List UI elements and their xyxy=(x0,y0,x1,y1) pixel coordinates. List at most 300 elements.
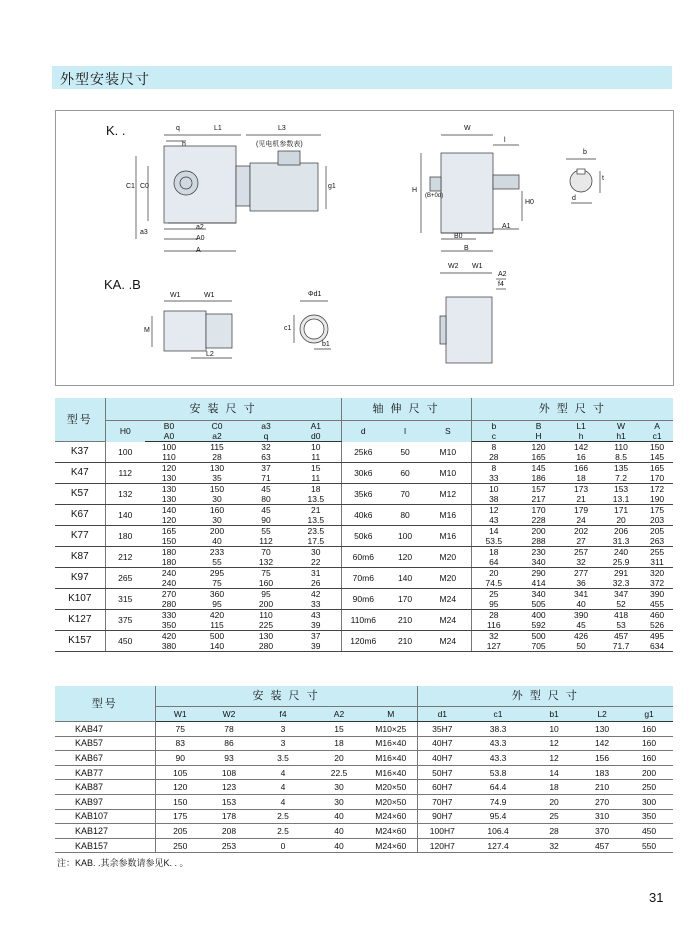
table-cell: 40 xyxy=(561,599,601,610)
table-cell: 14 xyxy=(529,765,579,780)
table-cell: 42 xyxy=(291,589,341,600)
table-cell: 30 xyxy=(193,515,241,526)
table-cell: 4 xyxy=(253,794,313,809)
table-cell: 455 xyxy=(641,599,673,610)
table-cell: 460 xyxy=(649,610,665,620)
table-cell: 26 xyxy=(291,578,341,589)
table-row xyxy=(55,568,673,579)
table-cell: 4 xyxy=(253,780,313,795)
table-cell: 11 xyxy=(291,473,341,484)
table-cell: 341 xyxy=(573,589,589,599)
table-cell: 172 xyxy=(649,484,665,494)
table-cell: 140 xyxy=(105,505,145,526)
table-cell: 253 xyxy=(205,838,253,853)
table-cell: 32 xyxy=(261,442,271,452)
t2-h-b1: b1 xyxy=(529,707,579,722)
table-cell: M12 xyxy=(425,484,471,505)
table-cell: 13.1 xyxy=(601,494,641,505)
table-cell: 228 xyxy=(516,515,561,526)
kab-housing xyxy=(164,311,206,351)
table-cell: 27 xyxy=(561,536,601,547)
dim-h-side: H xyxy=(412,187,418,194)
t2-h-d1: d1 xyxy=(417,707,467,722)
table-cell: 457 xyxy=(613,631,629,641)
table-cell: 420 xyxy=(161,631,177,641)
table-row xyxy=(55,780,673,795)
table-cell: 108 xyxy=(205,765,253,780)
table-row xyxy=(55,442,673,453)
table-cell: 265 xyxy=(105,568,145,589)
table-cell: 37 xyxy=(291,631,341,642)
dim-w2: W2 xyxy=(448,263,459,270)
model-cell: KAB47 xyxy=(55,722,155,737)
table-cell: 71 xyxy=(241,473,291,484)
table-cell: K97 xyxy=(55,568,105,589)
dim-a2-side: A2 xyxy=(498,271,507,278)
table-cell: 203 xyxy=(641,515,673,526)
table-cell: 22.5 xyxy=(313,765,365,780)
table-cell: 40 xyxy=(313,824,365,839)
table-cell: 39 xyxy=(291,641,341,652)
table-cell: 550 xyxy=(625,838,673,853)
table-cell: M24 xyxy=(425,610,471,631)
table-cell: 160 xyxy=(625,751,673,766)
table-cell: 13.5 xyxy=(291,515,341,526)
table-cell: 90m6 xyxy=(341,589,385,610)
table-cell: 295 xyxy=(209,568,225,578)
table-cell: 170 xyxy=(385,589,425,610)
table-cell: 130 xyxy=(161,484,177,494)
table-cell: 127.4 xyxy=(467,838,529,853)
table-cell: 15 xyxy=(291,463,341,474)
table-cell: 40 xyxy=(193,536,241,547)
table-cell: 23.5 xyxy=(291,526,341,537)
table-cell: 170 xyxy=(641,473,673,484)
dim-m: M xyxy=(144,327,150,334)
table-cell: 30 xyxy=(313,780,365,795)
table-cell: 390 xyxy=(649,589,665,599)
table-row xyxy=(55,765,673,780)
table-cell: 30 xyxy=(313,794,365,809)
t2-h-g1: g1 xyxy=(625,707,673,722)
k-dimension-table xyxy=(55,398,673,652)
table-cell: 75 xyxy=(155,722,205,737)
table-cell: M24 xyxy=(425,589,471,610)
table-row xyxy=(55,463,673,474)
table-cell: 145 xyxy=(641,452,673,463)
table-cell: 634 xyxy=(641,641,673,652)
motor-note: (见电机参数表) xyxy=(256,141,303,148)
table-cell: 45 xyxy=(561,620,601,631)
table-cell: 150 xyxy=(649,442,665,452)
table-cell: 12 xyxy=(489,505,499,515)
table-cell: 32 xyxy=(529,838,579,853)
table-cell: M20×50 xyxy=(365,794,417,809)
table-cell: 156 xyxy=(579,751,625,766)
table-cell: 43 xyxy=(471,515,516,526)
table-cell: 350 xyxy=(145,620,193,631)
table-cell: M10×25 xyxy=(365,722,417,737)
dim-d: d xyxy=(572,195,576,202)
table-cell: 418 xyxy=(613,610,629,620)
table-row xyxy=(55,547,673,558)
table-cell: 7.2 xyxy=(601,473,641,484)
table-cell: 78 xyxy=(205,722,253,737)
table-cell: 31.3 xyxy=(601,536,641,547)
table-cell: 100 xyxy=(385,526,425,547)
table-cell: 90H7 xyxy=(417,809,467,824)
table-cell: 12 xyxy=(529,736,579,751)
t1-h-d0: d0 xyxy=(291,431,341,442)
dim-c0: C0 xyxy=(140,183,149,190)
table-cell: 153 xyxy=(613,484,629,494)
table-cell: 426 xyxy=(573,631,589,641)
t1-h-h1: h1 xyxy=(601,431,641,442)
t1-h-bb: B xyxy=(516,421,561,432)
table-cell: 28 xyxy=(529,824,579,839)
table-cell: 290 xyxy=(531,568,546,578)
table-cell: 18 xyxy=(291,484,341,495)
table-cell: 63 xyxy=(241,452,291,463)
table-cell: 457 xyxy=(579,838,625,853)
table-cell: 80 xyxy=(385,505,425,526)
table-cell: 592 xyxy=(516,620,561,631)
table-cell: 53.5 xyxy=(471,536,516,547)
table-row xyxy=(55,484,673,495)
model-cell: KAB107 xyxy=(55,809,155,824)
table-cell: 200 xyxy=(531,526,546,536)
table-cell: 43 xyxy=(291,610,341,621)
table-cell: 70 xyxy=(385,484,425,505)
t1-h-l: l xyxy=(385,421,425,442)
table-cell: 95 xyxy=(471,599,516,610)
table-cell: 60H7 xyxy=(417,780,467,795)
table-cell: 183 xyxy=(579,765,625,780)
table-cell: 32 xyxy=(489,631,499,641)
table-cell: 80 xyxy=(241,494,291,505)
table-cell: 150 xyxy=(145,536,193,547)
table-cell: 11 xyxy=(291,452,341,463)
table-cell: 150 xyxy=(155,794,205,809)
table-cell: 95.4 xyxy=(467,809,529,824)
table-cell: 257 xyxy=(573,547,589,557)
table-cell: 95 xyxy=(193,599,241,610)
table-row xyxy=(55,526,673,537)
table-cell: 53.8 xyxy=(467,765,529,780)
table-cell: 202 xyxy=(573,526,589,536)
table-row xyxy=(55,589,673,600)
table-cell: 3 xyxy=(253,736,313,751)
table-cell: 43.3 xyxy=(467,736,529,751)
table-cell: 153 xyxy=(205,794,253,809)
table-cell: M24 xyxy=(425,631,471,652)
table-cell: 32.3 xyxy=(601,578,641,589)
table-cell: 20 xyxy=(529,794,579,809)
table-cell: 270 xyxy=(579,794,625,809)
table-cell: 180 xyxy=(105,526,145,547)
table-cell: 217 xyxy=(516,494,561,505)
t2-h-f4: f4 xyxy=(253,707,313,722)
table-cell: 160 xyxy=(241,578,291,589)
table-cell: 145 xyxy=(531,463,546,473)
table-cell: M16 xyxy=(425,526,471,547)
dim-a2: a2 xyxy=(196,224,204,231)
table-cell: K87 xyxy=(55,547,105,568)
table-cell: 17.5 xyxy=(291,536,341,547)
dim-b1: b1 xyxy=(322,341,330,348)
table-cell: 380 xyxy=(145,641,193,652)
t2-col-model: 型号 xyxy=(55,686,155,722)
table-cell: 10 xyxy=(489,484,499,494)
t2-h-w2: W2 xyxy=(205,707,253,722)
t2-group-install: 安 装 尺 寸 xyxy=(155,686,417,707)
footnote: 注：KAB. .其余参数请参见K. . 。 xyxy=(57,858,189,868)
table-cell: 190 xyxy=(641,494,673,505)
dim-b-shaft: b xyxy=(583,149,587,156)
k-motor-body xyxy=(250,163,318,211)
table-cell: 175 xyxy=(649,505,665,515)
table-cell: 35 xyxy=(193,473,241,484)
t1-h-a2: a2 xyxy=(193,431,241,442)
t1-h-a1: A1 xyxy=(291,421,341,432)
table-cell: M20×50 xyxy=(365,780,417,795)
table-cell: 10 xyxy=(291,442,341,453)
table-cell: 40 xyxy=(313,809,365,824)
table-cell: 140 xyxy=(385,568,425,589)
label-ka: KA. .B xyxy=(104,277,141,292)
table-cell: 39 xyxy=(291,620,341,631)
t1-body xyxy=(55,442,673,652)
table-cell: 25 xyxy=(489,589,499,599)
table-cell: 18 xyxy=(489,547,499,557)
table-row xyxy=(55,722,673,737)
dim-l: l xyxy=(504,137,506,144)
table-cell: 347 xyxy=(613,589,629,599)
table-cell: M24×60 xyxy=(365,838,417,853)
dim-w1: W1 xyxy=(170,292,181,299)
table-cell: 74.5 xyxy=(471,578,516,589)
table-cell: M16 xyxy=(425,505,471,526)
table-cell: 28 xyxy=(489,610,499,620)
t1-h-b: b xyxy=(471,421,516,432)
kab-dimension-table xyxy=(55,686,673,853)
table-cell: 130 xyxy=(145,494,193,505)
table-cell: 83 xyxy=(155,736,205,751)
table-cell: 450 xyxy=(625,824,673,839)
table-cell: 110 xyxy=(259,610,273,620)
table-cell: 71.7 xyxy=(601,641,641,652)
t1-group-install: 安 装 尺 寸 xyxy=(105,398,341,421)
table-cell: 110 xyxy=(614,442,628,452)
table-cell: 160 xyxy=(209,505,225,515)
table-cell: 500 xyxy=(209,631,225,641)
table-cell: 18 xyxy=(529,780,579,795)
table-cell: 375 xyxy=(105,610,145,631)
table-cell: 132 xyxy=(241,557,291,568)
table-cell: 21 xyxy=(291,505,341,516)
table-cell: K77 xyxy=(55,526,105,547)
table-cell: 12 xyxy=(529,751,579,766)
table-cell: 10 xyxy=(529,722,579,737)
table-cell: 130 xyxy=(258,631,274,641)
table-cell: 360 xyxy=(209,589,225,599)
dim-l2: L2 xyxy=(206,351,214,358)
table-cell: 100 xyxy=(105,442,145,463)
t2-h-w1: W1 xyxy=(155,707,205,722)
table-cell: 22 xyxy=(291,557,341,568)
t2-h-l2: L2 xyxy=(579,707,625,722)
t1-h-b0: B0 xyxy=(145,421,193,432)
table-cell: 50H7 xyxy=(417,765,467,780)
table-cell: 160 xyxy=(625,722,673,737)
table-cell: 86 xyxy=(205,736,253,751)
table-cell: 53 xyxy=(601,620,641,631)
table-cell: 70m6 xyxy=(341,568,385,589)
table-cell: 70 xyxy=(261,547,271,557)
table-cell: 175 xyxy=(155,809,205,824)
table-cell: K67 xyxy=(55,505,105,526)
table-cell: 142 xyxy=(579,736,625,751)
table-cell: 160 xyxy=(625,736,673,751)
table-cell: 40 xyxy=(313,838,365,853)
table-cell: 95 xyxy=(261,589,271,599)
table-cell: 120H7 xyxy=(417,838,467,853)
table-cell: 8 xyxy=(491,442,497,452)
table-cell: M10 xyxy=(425,442,471,463)
table-cell: 206 xyxy=(613,526,629,536)
table-cell: 2.5 xyxy=(253,809,313,824)
table-cell: 500 xyxy=(531,631,546,641)
label-k: K. . xyxy=(106,123,126,138)
dim-t: t xyxy=(602,175,604,182)
table-cell: 180 xyxy=(161,547,177,557)
table-cell: 15 xyxy=(313,722,365,737)
t1-h-q: q xyxy=(241,431,291,442)
table-cell: K37 xyxy=(55,442,105,463)
table-cell: 120 xyxy=(161,463,177,473)
table-cell: 200 xyxy=(209,526,225,536)
table-cell: 180 xyxy=(145,557,193,568)
table-cell: 50k6 xyxy=(341,526,385,547)
table-cell: 210 xyxy=(385,631,425,652)
dim-c1: C1 xyxy=(126,183,135,190)
dim-q: q xyxy=(176,125,180,132)
kab-side-housing xyxy=(446,297,492,363)
side-housing xyxy=(441,153,493,233)
table-cell: 37 xyxy=(261,463,271,473)
table-cell: 142 xyxy=(573,442,589,452)
table-cell: 40H7 xyxy=(417,736,467,751)
table-cell: 210 xyxy=(579,780,625,795)
table-cell: 52 xyxy=(601,599,641,610)
table-cell: 32 xyxy=(561,557,601,568)
table-row xyxy=(55,610,673,621)
table-cell: M16×40 xyxy=(365,736,417,751)
table-cell: 526 xyxy=(641,620,673,631)
dim-b: B xyxy=(464,245,469,252)
t1-h-h0: H0 xyxy=(105,421,145,442)
table-cell: 372 xyxy=(641,578,673,589)
table-cell: 8 xyxy=(491,463,497,473)
table-cell: 277 xyxy=(573,568,589,578)
dim-w: W xyxy=(464,125,471,132)
table-cell: 240 xyxy=(145,578,193,589)
table-cell: 165 xyxy=(516,452,561,463)
table-cell: 400 xyxy=(531,610,546,620)
table-cell: 60m6 xyxy=(341,547,385,568)
table-cell: 13.5 xyxy=(291,494,341,505)
dim-h: h xyxy=(182,141,186,148)
table-cell: M20 xyxy=(425,568,471,589)
table-cell: 36 xyxy=(561,578,601,589)
table-cell: 330 xyxy=(161,610,177,620)
table-cell: 100 xyxy=(161,442,177,452)
table-cell: 110 xyxy=(145,452,193,463)
table-cell: 25k6 xyxy=(341,442,385,463)
table-cell: 112 xyxy=(105,463,145,484)
t2-group-outline: 外 型 尺 寸 xyxy=(417,686,673,707)
table-cell: 93 xyxy=(205,751,253,766)
dimension-diagram xyxy=(55,110,674,386)
table-cell: 115 xyxy=(193,620,241,631)
table-cell: 240 xyxy=(161,568,177,578)
table-cell: 20 xyxy=(313,751,365,766)
table-cell: M24×60 xyxy=(365,809,417,824)
t1-h-c0: C0 xyxy=(193,421,241,432)
t2-h-c1: c1 xyxy=(467,707,529,722)
table-row xyxy=(55,824,673,839)
page-title: 外型安装尺寸 xyxy=(60,71,150,87)
drawing-svg xyxy=(56,111,673,385)
t1-h-h: h xyxy=(561,431,601,442)
table-cell: 205 xyxy=(155,824,205,839)
table-cell: 311 xyxy=(641,557,673,568)
t1-h-w: W xyxy=(601,421,641,432)
table-cell: 43.3 xyxy=(467,751,529,766)
table-cell: 64.4 xyxy=(467,780,529,795)
table-cell: 255 xyxy=(649,547,665,557)
table-cell: 28 xyxy=(193,452,241,463)
table-cell: 250 xyxy=(155,838,205,853)
table-cell: 230 xyxy=(531,547,546,557)
table-cell: 30 xyxy=(291,547,341,558)
table-cell: 225 xyxy=(241,620,291,631)
model-cell: KAB57 xyxy=(55,736,155,751)
table-cell: 0 xyxy=(253,838,313,853)
t1-h-a0: A0 xyxy=(145,431,193,442)
page-number: 31 xyxy=(649,890,664,905)
table-cell: 414 xyxy=(516,578,561,589)
table-cell: 21 xyxy=(561,494,601,505)
t1-h-d: d xyxy=(341,421,385,442)
table-cell: M10 xyxy=(425,463,471,484)
table-cell: 64 xyxy=(471,557,516,568)
table-row xyxy=(55,794,673,809)
t1-h-a: A xyxy=(641,421,673,432)
table-cell: 18 xyxy=(561,473,601,484)
table-cell: K157 xyxy=(55,631,105,652)
dim-w1-side: W1 xyxy=(472,263,483,270)
table-cell: 31 xyxy=(291,568,341,579)
table-cell: 33 xyxy=(471,473,516,484)
table-cell: 40k6 xyxy=(341,505,385,526)
table-row xyxy=(55,505,673,516)
dim-b0: B0 xyxy=(454,233,463,240)
table-cell: 115 xyxy=(210,442,224,452)
table-cell: 120 xyxy=(531,442,546,452)
dim-a3: a3 xyxy=(140,229,148,236)
table-cell: 100H7 xyxy=(417,824,467,839)
